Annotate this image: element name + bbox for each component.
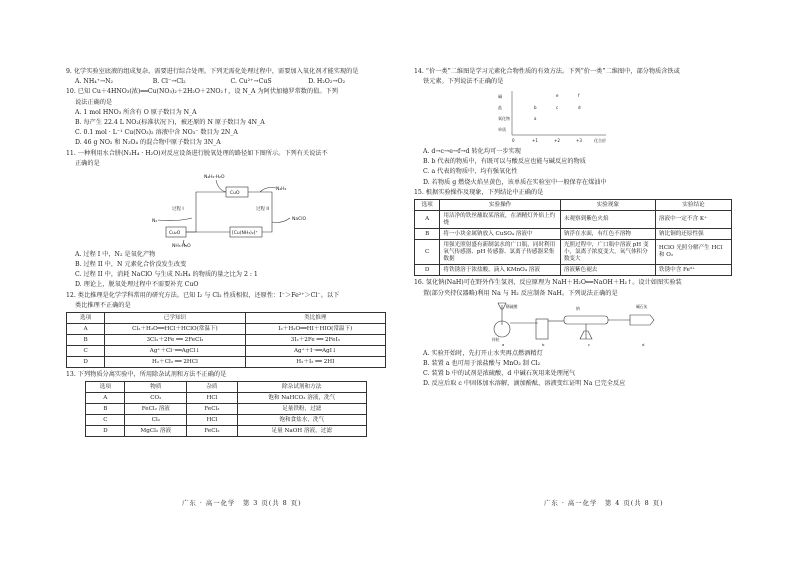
q13-a-label: A [86,393,125,404]
q11-option-a: A. 过程 I 中，N₂ 是氧化产物 [75,250,156,258]
q13-b-impurity: FeCl₃ [187,404,238,415]
q14-point-e: e [556,92,559,98]
q13-b-label: B [86,404,125,415]
q15-d-phenomenon: 溶液紫色褪去 [560,265,655,276]
q14-option-c: C. a 代表的物质中，均有强氧化性 [423,168,518,176]
q16-option-a: A. 实验开始时，先打开止水夹再点燃酒精灯 [423,349,543,357]
q16-stem: 16. 氢化钠(NaH)可在野外作生氢剂，反应原理为 NaH＋H₂O══NaOH＋H₂↑。设计如图实验装 [414,279,682,287]
q16-stem-cont: 置(部分夹持仪器略)利用 Na 与 H₂ 反应制备 NaH。下列说法正确的是 [423,289,618,297]
q11-fig-complex: [Cu(NH₃)₂]⁺ [232,230,258,236]
q14-x-label: 化合价 [594,137,606,143]
q11-fig-n2: N₂ [152,218,158,224]
q15-b-label: B [415,229,440,240]
q10-option-c: C. 0.1 mol · L⁻¹ Cu(NO₃)₂ 溶液中含 NO₃⁻ 数目为 2N_A [75,129,238,137]
q15-table-header [415,200,732,211]
q14-x-2: +2 [554,137,560,143]
q16-fig-b: b [542,341,545,347]
q16-fig-zn: 锌粒 [492,336,500,342]
q12-b-known: 3Cl₂＋2Fe ══ 2FeCl₃ [105,335,245,346]
q9-option-a: A. NH₄⁺→N₂ [75,77,114,85]
q15-col-phenomenon: 实验现象 [560,200,655,211]
question-16 [414,278,732,389]
q14-point-b: b [534,104,537,110]
q13-c-substance: Cl₂ [125,415,187,426]
table-row [67,357,386,368]
q13-col-substance: 物质 [125,382,187,393]
q11-fig-n2h4: N₂H₄ [276,186,287,192]
q13-c-label: C [86,415,125,426]
q12-table-header [67,313,386,324]
q16-fig-c: c [588,341,591,347]
q12-a-known: Cl₂＋H₂O══HCl＋HClO(常温下) [105,324,245,335]
q12-d-label: D [67,357,105,368]
q14-y-salt: 盐 [498,104,502,110]
q10-option-d: D. 46 g NO₂ 和 N₂O₄ 的混合物中原子数目为 3N_A [75,139,221,147]
question-11 [66,149,386,290]
table-row [86,426,367,437]
q9-option-c: C. Cu²⁺→CuS [230,77,272,85]
q11-option-b: B. 过程 II 中，N 元素化合价没发生改变 [75,260,187,268]
table-row [86,404,367,415]
q15-d-label: D [415,265,440,276]
q13-a-impurity: HCl [187,393,238,404]
table-row [67,346,386,357]
q12-c-label: C [67,346,105,357]
q9-options [66,77,386,87]
q15-d-conclusion: 铁锈中含 Fe²⁺ [655,265,731,276]
q12-col-known: 已学知识 [105,313,245,324]
q15-c-phenomenon: 光照过程中，广口瓶中溶液 pH 变小，氯离子浓度变大，氧气体积分数变大 [560,240,655,265]
q12-stem: 12. 类比推理是化学学科常用的研究方法。已知 I₂ 与 Cl₂ 性质相似，还原性：I⁻＞Fe²⁺＞Cl⁻。以下 [66,291,340,299]
q13-col-option: 选项 [86,382,125,393]
table-row [415,265,732,276]
question-13 [66,370,386,437]
q11-option-c: C. 过程 II 中，消耗 NaClO 与生成 N₂H₄ 的物质的量之比为 2 : 1 [75,270,258,278]
q13-d-method: 足量 NaOH 溶液，过滤 [237,426,366,437]
q14-value-class-graph [496,89,616,145]
q15-c-label: C [415,240,440,265]
q15-col-conclusion: 实验结论 [655,200,731,211]
q14-y-element: 单质 [498,126,506,132]
right-page-footer: 广东 · 高一化学 第 4 页(共 8 页) [544,499,664,507]
q11-diagram [126,172,326,248]
q14-point-a: a [534,115,537,121]
q13-d-impurity: FeCl₃ [187,426,238,437]
q16-fig-acid: 稀硫酸 [506,303,518,309]
q14-stem-cont: 铁元素。下列说法不正确的是 [423,77,504,85]
q13-stem: 13. 下列物质分离实验中，所用除杂试剂和方法不正确的是 [66,371,227,379]
q13-table [85,381,367,437]
q13-table-header [86,382,367,393]
table-row [86,393,367,404]
q14-option-b: B. b 代表的物质中，有既可以与酸反应也能与碱反应的物质 [423,158,586,166]
q13-a-method: 饱和 NaHCO₃ 溶液，洗气 [237,393,366,404]
q11-fig-proc2: 过程 II [256,206,270,212]
q14-stem: 14. “价一类”二维图是学习元素化合物性质的有效方法。下列“价一类”二维图中，部分物质含铁或 [414,67,680,75]
q13-d-label: D [86,426,125,437]
q15-a-conclusion: 溶液中一定不含 K⁺ [655,211,731,229]
q14-y-base: 碱 [498,93,502,99]
q14-y-oxide: 氧化物 [498,115,510,121]
q9-option-d: D. H₂O₂→O₂ [308,77,346,85]
q16-fig-a: a [502,341,505,347]
q11-fig-proc1: 过程 I [172,206,184,212]
table-row [67,335,386,346]
q16-fig-lime: 碱石灰 [636,303,648,309]
q9-option-b: B. Cl⁻→Cl₂ [152,77,186,85]
q16-option-c: C. 装置 b 中的试剂是浓硫酸，d 中碱石灰用来处理尾气 [423,370,576,378]
q10-stem: 10. 已知 Cu＋4HNO₃(浓)══Cu(NO₃)₂＋2H₂O＋2NO₂↑，设 N_A 为阿伏加德罗常数的值。下列 [66,88,338,96]
question-15 [414,188,732,276]
q11-fig-top: N₂H₄·H₂O [204,174,225,180]
q15-d-operation: 将铁锈溶于浓盐酸，滴入 KMnO₄ 溶液 [440,265,560,276]
q15-a-phenomenon: 未观察到紫色火焰 [560,211,655,229]
q12-b-analogy: 3I₂＋2Fe ══ 2FeI₃ [245,335,385,346]
q12-a-label: A [67,324,105,335]
q12-a-analogy: I₂＋H₂O══HI＋HIO(常温下) [245,324,385,335]
q12-table [66,312,386,368]
q13-c-impurity: HCl [187,415,238,426]
q11-fig-naclo: NaClO [292,216,307,222]
table-row [67,324,386,335]
question-9 [66,67,386,87]
q15-a-label: A [415,211,440,229]
q10-option-a: A. 1 mol HNO₃ 所含有 O 原子数目为 N_A [75,108,197,116]
q12-c-known: Ag⁺＋Cl⁻══AgCl↓ [105,346,245,357]
q12-d-known: H₂＋Cl₂ ══ 2HCl [105,357,245,368]
q14-point-f: f [578,92,580,98]
q12-stem-cont: 类比推理不正确的是 [75,302,131,310]
left-page [66,66,386,439]
question-12 [66,291,386,368]
left-page-footer: 广东 · 高一化学 第 3 页(共 8 页) [182,499,302,507]
q15-c-operation: 用强光照射盛有新制氯水的广口瓶，同时利用氧气传感器、pH 传感器、氯离子传感器采集数据 [440,240,560,265]
q11-fig-cuo: CuO [230,190,240,196]
table-row [415,240,732,265]
q12-col-option: 选项 [67,313,105,324]
q14-x-3: +3 [576,137,582,143]
q14-option-a: A. d→c→e→f→d 转化均可一步实现 [423,147,521,155]
q15-col-option: 选项 [415,200,440,211]
q14-option-d: D. 若物质 g 燃烧火焰呈黄色，该单质在实验室中一般保存在煤油中 [423,178,607,186]
q10-stem-cont: 说法正确的是 [75,98,113,106]
q15-c-conclusion: HClO 光照分解产生 HCl 和 O₂ [655,240,731,265]
q16-fig-na: 钠 [576,305,580,311]
q13-b-method: 足量铁粉，过滤 [237,404,366,415]
q14-point-c: c [556,104,559,110]
q15-b-operation: 将一小块金属钠放入 CuSO₄ 溶液中 [440,229,560,240]
q15-table [414,199,732,276]
q16-fig-d: d [642,341,645,347]
q14-x-1: +1 [532,137,538,143]
table-row [415,229,732,240]
q12-col-analogy: 类比推理 [245,313,385,324]
q13-col-impurity: 杂质 [187,382,238,393]
q12-c-analogy: Ag⁺＋I⁻══AgI↓ [245,346,385,357]
q16-option-b: B. 装置 a 也可用于浓盐酸与 MnO₂ 制 Cl₂ [423,360,541,368]
q11-stem-cont: 正确的是 [75,160,100,168]
q12-d-analogy: H₂＋I₂ ══ 2HI [245,357,385,368]
q15-b-conclusion: 钠比铜的还原性强 [655,229,731,240]
q9-stem: 9. 化学实验室底液的组成复杂，需要进行综合处理。下列无需化处理过程中，需要加入氧化剂才能实现的是 [66,67,359,75]
q13-a-substance: CO₂ [125,393,187,404]
question-10 [66,87,386,148]
q16-apparatus-diagram [464,301,664,347]
table-row [86,415,367,426]
q14-point-d: d [578,104,581,110]
table-row [415,211,732,229]
q15-a-operation: 用洁净的铁丝蘸取某溶液，在酒精灯外焰上灼烧 [440,211,560,229]
q15-col-operation: 实验操作 [440,200,560,211]
q16-option-d: D. 反应后取 c 中固体加水溶解，滴加酚酞，溶液变红证明 Na 已完全反应 [423,380,626,388]
q13-d-substance: MgCl₂ 溶液 [125,426,187,437]
q14-x-0: 0 [512,137,515,143]
q13-col-method: 除杂试剂和方法 [237,382,366,393]
q12-b-label: B [67,335,105,346]
question-14 [414,67,732,188]
q10-option-b: B. 每产生 22.4 L NO₂(标准状况下)，被还原的 N 原子数目为 4N_A [75,119,265,127]
q13-b-substance: FeCl₂ 溶液 [125,404,187,415]
q11-stem: 11. 一种利用水合肼(N₂H₄ · H₂O)对反应设备进行脱氧处理的路径如下图所示。下列有关说法不 [66,150,328,158]
q15-b-phenomenon: 钠浮在水面，有红色不溶物 [560,229,655,240]
q15-stem: 15. 根据实验操作及现象，下列结论中正确的是 [414,189,544,197]
q11-fig-bottom: NH₃·H₂O [172,243,191,248]
right-page [414,66,732,390]
q13-c-method: 饱和食盐水，洗气 [237,415,366,426]
q11-fig-cu2o: Cu₂O [169,230,181,236]
q11-option-d: D. 理论上，脱氧处理过程中不需要补充 CuO [75,281,199,289]
